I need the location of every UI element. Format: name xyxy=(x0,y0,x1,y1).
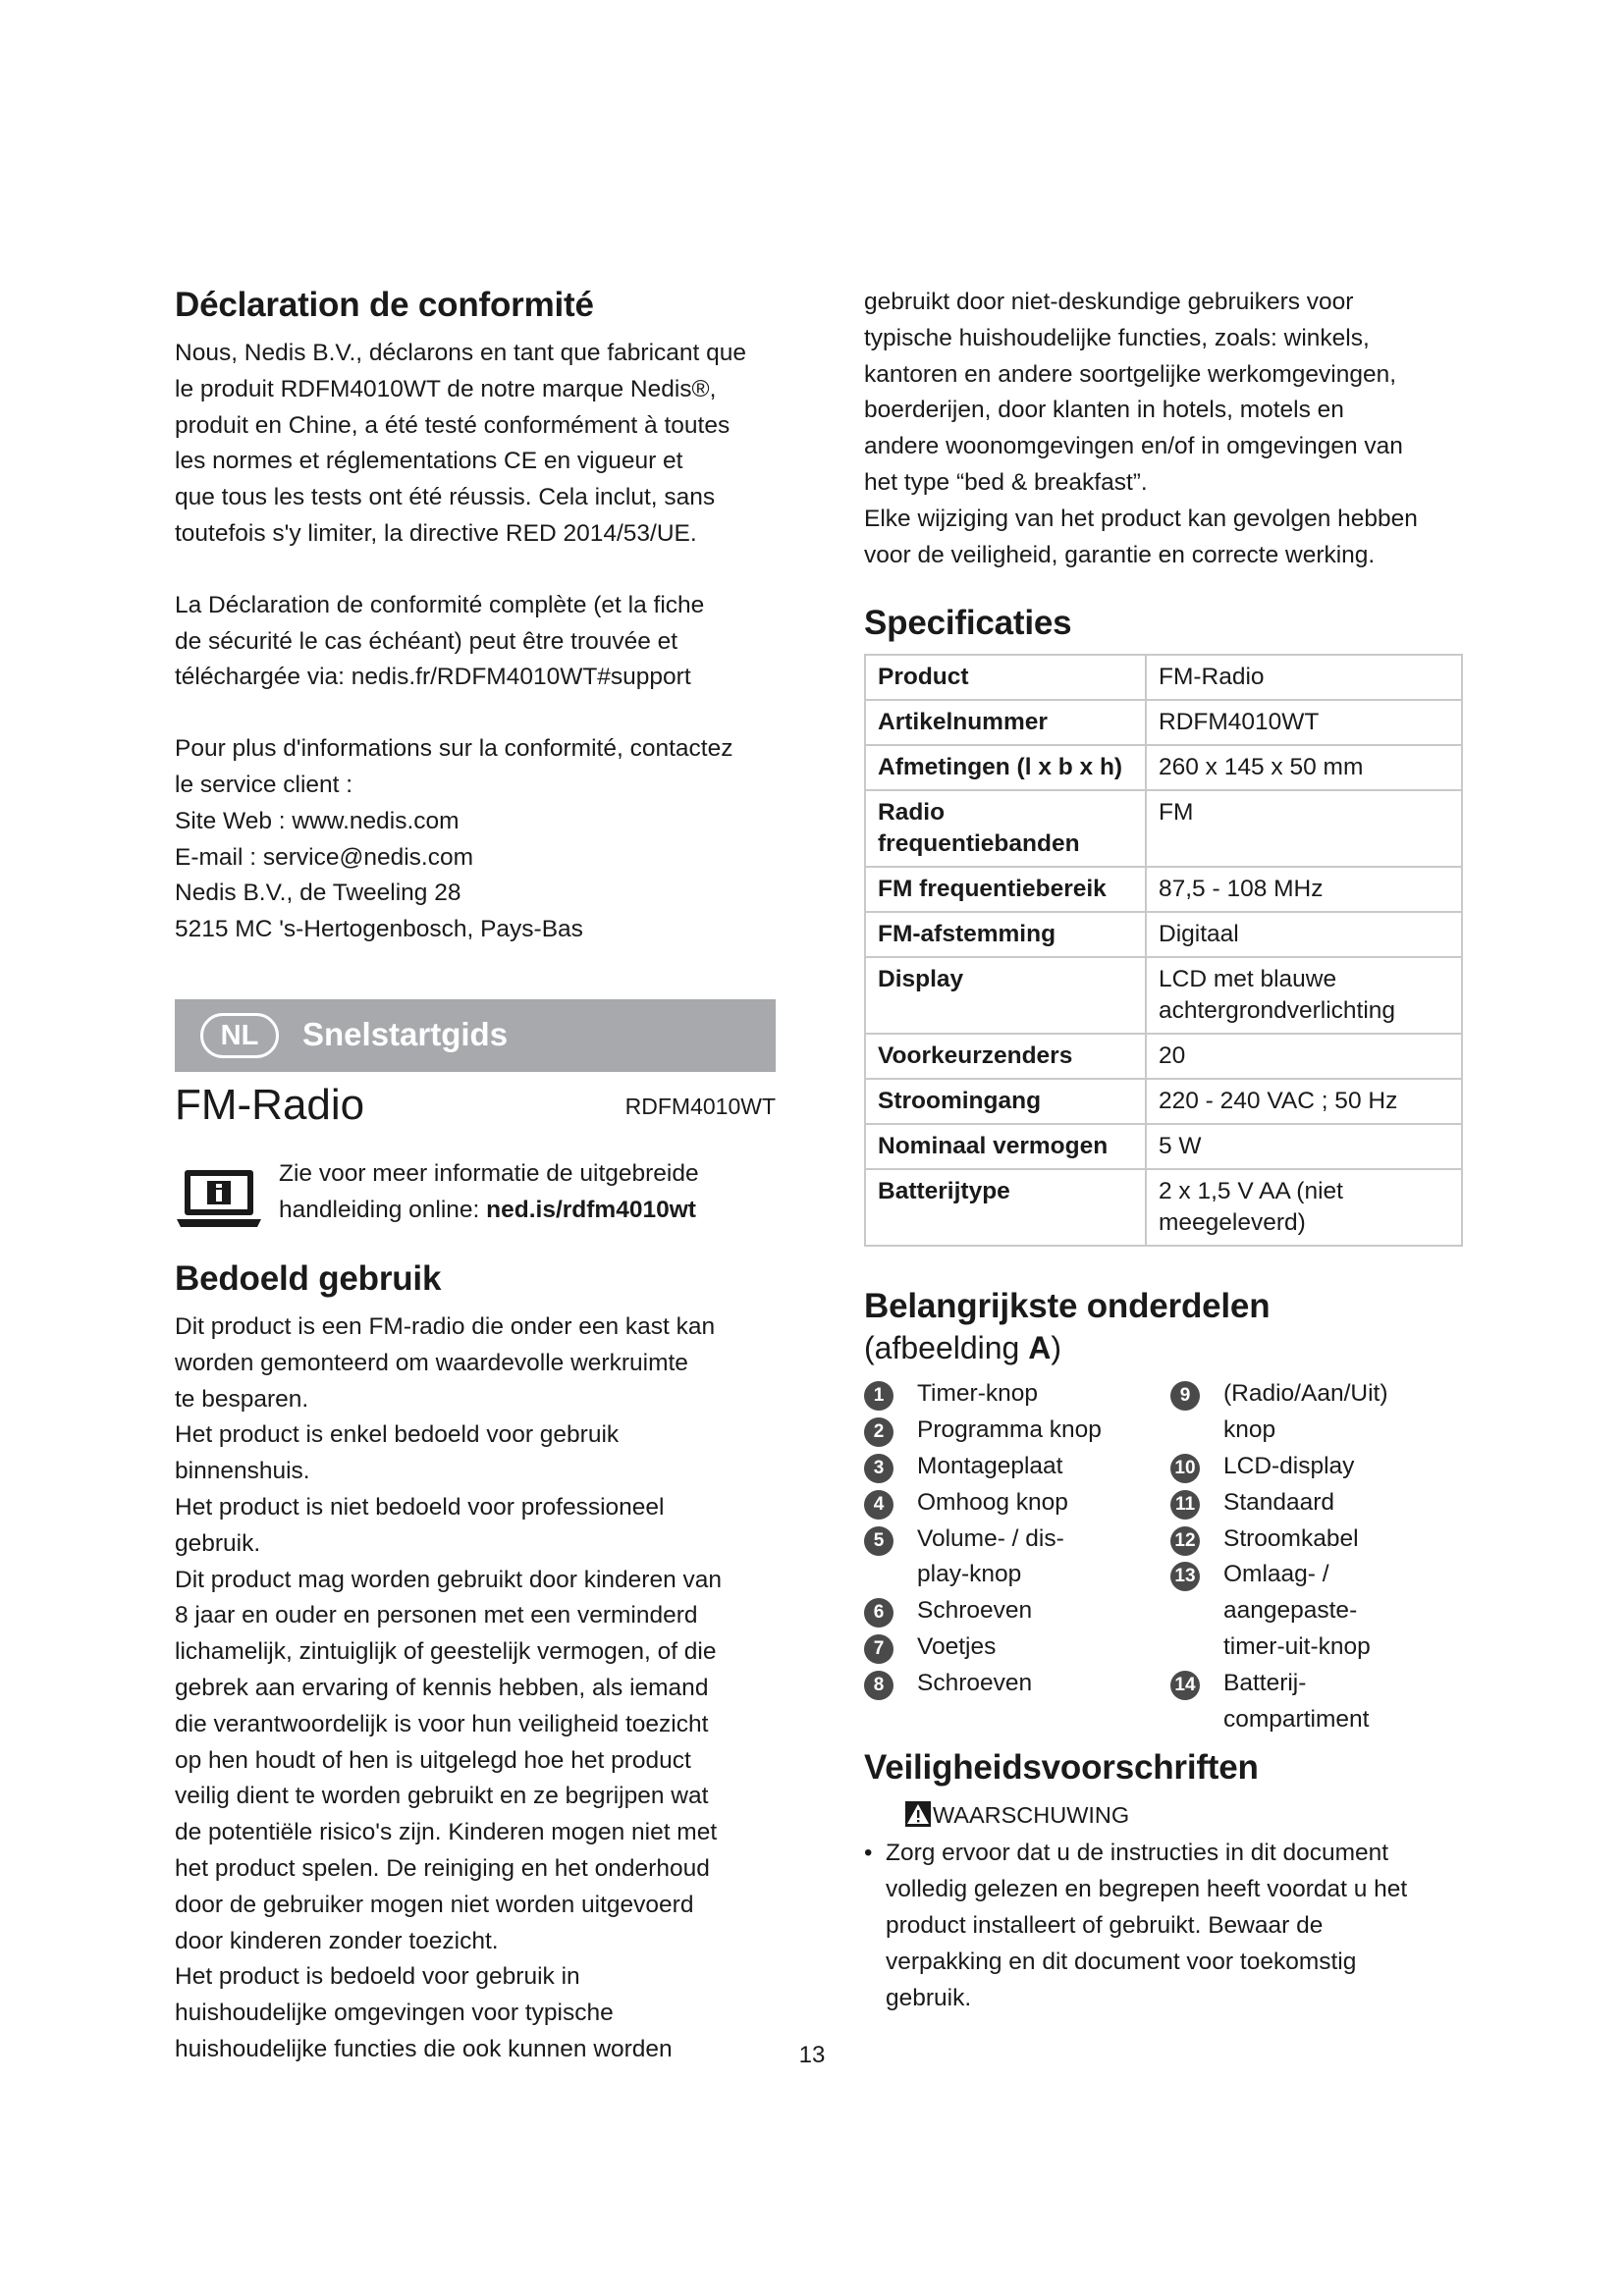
part-number-badge: 10 xyxy=(1170,1454,1200,1483)
parts-column-2 xyxy=(1170,1376,1465,1737)
safety-title: Veiligheidsvoorschriften xyxy=(864,1748,1259,1788)
list-item xyxy=(864,1522,1113,1594)
product-code: RDFM4010WT xyxy=(624,1093,776,1119)
spec-label: FM-afstemming xyxy=(878,921,1056,948)
text-line: te besparen. xyxy=(175,1385,309,1413)
part-label: Programma knop xyxy=(917,1416,1102,1444)
text-line: Het product is bedoeld voor gebruik in xyxy=(175,1963,580,1991)
list-item xyxy=(1170,1557,1400,1665)
text-line: le service client : xyxy=(175,771,353,798)
part-number-badge: 2 xyxy=(864,1417,893,1447)
text-line: 8 jaar en ouder en personen met een verminderd xyxy=(175,1602,698,1629)
text-line: kantoren en andere soortgelijke werkomgevingen, xyxy=(864,360,1397,388)
text-line: téléchargée via: nedis.fr/RDFM4010WT#support xyxy=(175,664,691,691)
text-line: gebruik. xyxy=(175,1529,261,1557)
spec-value: 260 x 145 x 50 mm xyxy=(1146,745,1462,790)
spec-label: Display xyxy=(878,966,964,993)
text-line: Nous, Nedis B.V., déclarons en tant que fabricant que xyxy=(175,340,747,366)
text-line: door de gebruiker mogen niet worden uitgevoerd xyxy=(175,1891,694,1918)
table-row xyxy=(865,957,1462,1034)
product-title: FM-Radio xyxy=(175,1080,365,1129)
text-line: E-mail : service@nedis.com xyxy=(175,843,473,871)
part-number-badge: 11 xyxy=(1170,1490,1200,1520)
text-line: Het product is niet bedoeld voor professioneel xyxy=(175,1493,665,1521)
declaration-title: Déclaration de conformité xyxy=(175,286,594,324)
part-number-badge: 13 xyxy=(1170,1562,1200,1591)
text-line: huishoudelijke functies die ook kunnen worden xyxy=(175,2035,673,2062)
text-line: verpakking en dit document voor toekomstig xyxy=(886,1948,1357,1975)
part-label: LCD-display xyxy=(1223,1452,1355,1479)
text-line: worden gemonteerd om waardevolle werkruimte xyxy=(175,1349,688,1376)
spec-label: Voorkeurzenders xyxy=(878,1042,1073,1070)
part-number-badge: 4 xyxy=(864,1490,893,1520)
text-line: andere woonomgevingen en/of in omgevingen van xyxy=(864,433,1403,460)
warning-label-row xyxy=(905,1798,1469,1832)
text-line: Elke wijziging van het product kan gevolgen hebben xyxy=(864,505,1418,532)
list-item xyxy=(864,1593,1159,1629)
text-line: door kinderen zonder toezicht. xyxy=(175,1927,499,1954)
spec-value: FM xyxy=(1146,790,1462,867)
parts-subtitle xyxy=(864,1329,1469,1366)
warning-icon xyxy=(905,1801,931,1827)
text-line: het product spelen. De reiniging en het onderhoud xyxy=(175,1854,710,1882)
spec-label: Batterijtype xyxy=(878,1178,1010,1205)
list-item xyxy=(864,1629,1159,1666)
table-row xyxy=(865,790,1462,867)
list-item xyxy=(864,1485,1159,1522)
text-line: volledig gelezen en begrepen heeft voordat u het xyxy=(886,1876,1408,1903)
info-line-prefix: handleiding online: xyxy=(279,1196,487,1223)
full-declaration-text xyxy=(175,588,776,696)
parts-column-1 xyxy=(864,1376,1159,1701)
text-line: lichamelijk, zintuiglijk of geestelijk vermogen, of die xyxy=(175,1638,717,1666)
part-label: Standaard xyxy=(1223,1488,1335,1516)
part-number-badge: 12 xyxy=(1170,1526,1200,1556)
declaration-text xyxy=(175,336,776,553)
text-line: de sécurité le cas échéant) peut être trouvée et xyxy=(175,627,678,655)
part-number-badge: 7 xyxy=(864,1634,893,1664)
text-line: Pour plus d'informations sur la conformité, contactez xyxy=(175,735,733,763)
table-row xyxy=(865,1034,1462,1079)
part-label: Voetjes xyxy=(917,1632,997,1660)
text-line: product installeert of gebruikt. Bewaar de xyxy=(886,1911,1324,1939)
text-line: huishoudelijke omgevingen voor typische xyxy=(175,2000,614,2027)
spec-value: 5 W xyxy=(1146,1124,1462,1169)
spec-value: Digitaal xyxy=(1146,912,1462,957)
list-item xyxy=(1170,1449,1465,1485)
spec-label: Nominaal vermogen xyxy=(878,1133,1109,1160)
text-line: voor de veiligheid, garantie en correcte werking. xyxy=(864,541,1376,568)
table-row xyxy=(865,700,1462,745)
spec-label: Product xyxy=(878,664,969,691)
spec-table xyxy=(864,654,1463,1247)
laptop-info-icon xyxy=(177,1168,261,1231)
list-item xyxy=(864,1666,1159,1702)
spec-label: Artikelnummer xyxy=(878,709,1048,736)
text-line: het type “bed & breakfast”. xyxy=(864,468,1148,496)
text-line: gebruik. xyxy=(886,1984,972,2011)
spec-value: 2 x 1,5 V AA (niet meegeleverd) xyxy=(1146,1169,1462,1246)
part-number-badge: 3 xyxy=(864,1454,893,1483)
text-line: • Zorg ervoor dat u de instructies in dit document xyxy=(886,1840,1389,1867)
intended-use-text xyxy=(175,1309,776,2068)
text-line: de potentiële risico's zijn. Kinderen mogen niet met xyxy=(175,1819,718,1846)
text-line: op hen houdt of hen is uitgelegd hoe het product xyxy=(175,1746,691,1774)
quickstart-banner xyxy=(175,999,776,1072)
text-line: produit en Chine, a été testé conformément à toutes xyxy=(175,411,731,439)
table-row xyxy=(865,1079,1462,1124)
list-item xyxy=(1170,1485,1465,1522)
text-line: typische huishoudelijke functies, zoals: winkels, xyxy=(864,324,1370,351)
spec-label: FM frequentiebereik xyxy=(878,876,1107,903)
part-label: Stroomkabel xyxy=(1223,1524,1359,1552)
text-line: que tous les tests ont été réussis. Cela inclut, sans xyxy=(175,484,716,511)
spec-value: 20 xyxy=(1146,1034,1462,1079)
page-number: 13 xyxy=(798,2042,826,2068)
quickstart-title: Snelstartgids xyxy=(302,1015,509,1052)
text-line: die verantwoordelijk is voor hun veiligheid toezicht xyxy=(175,1710,709,1737)
part-number-badge: 9 xyxy=(1170,1381,1200,1411)
part-label: Omlaag- / aangepaste-timer-uit-knop xyxy=(1223,1561,1371,1660)
table-row xyxy=(865,655,1462,700)
part-number-badge: 5 xyxy=(864,1526,893,1556)
info-line: Zie voor meer informatie de uitgebreide xyxy=(279,1159,699,1187)
text-line: Site Web : www.nedis.com xyxy=(175,807,460,834)
text-line: le produit RDFM4010WT de notre marque Nedis®, xyxy=(175,375,717,402)
part-number-badge: 14 xyxy=(1170,1671,1200,1700)
text-line: veilig dient te worden gebruikt en ze begrijpen wat xyxy=(175,1783,709,1810)
part-label: Omhoog knop xyxy=(917,1488,1068,1516)
spec-value: RDFM4010WT xyxy=(1146,700,1462,745)
part-number-badge: 1 xyxy=(864,1381,893,1411)
list-item xyxy=(864,1413,1159,1449)
table-row xyxy=(865,1169,1462,1246)
spec-value: 220 - 240 VAC ; 50 Hz xyxy=(1146,1079,1462,1124)
text-line: La Déclaration de conformité complète (et la fiche xyxy=(175,591,705,618)
language-badge: NL xyxy=(200,1013,279,1058)
text-line: Dit product mag worden gebruikt door kinderen van xyxy=(175,1566,723,1593)
parts-title: Belangrijkste onderdelen xyxy=(864,1287,1271,1326)
part-label: Batterij-compartiment xyxy=(1223,1669,1370,1733)
text-line: 5215 MC 's-Hertogenbosch, Pays-Bas xyxy=(175,916,583,943)
text-line: Nedis B.V., de Tweeling 28 xyxy=(175,880,461,907)
spec-label: Afmetingen (l x b x h) xyxy=(878,754,1123,781)
list-item xyxy=(864,1376,1159,1413)
product-header xyxy=(175,1078,776,1139)
table-row xyxy=(865,867,1462,912)
safety-bullet xyxy=(864,1836,1469,2016)
spec-value: FM-Radio xyxy=(1146,655,1462,700)
list-item xyxy=(1170,1522,1465,1558)
text-line: Het product is enkel bedoeld voor gebruik xyxy=(175,1421,620,1449)
table-row xyxy=(865,745,1462,790)
table-row xyxy=(865,1124,1462,1169)
list-item xyxy=(1170,1666,1371,1738)
part-number-badge: 6 xyxy=(864,1598,893,1628)
spec-value: LCD met blauwe achtergrondverlichting xyxy=(1146,957,1462,1034)
part-label: Schroeven xyxy=(917,1669,1033,1696)
list-item xyxy=(864,1449,1159,1485)
text-line: les normes et réglementations CE en vigueur et xyxy=(175,448,683,475)
spec-label: Radio frequentiebanden xyxy=(878,799,1080,858)
text-line: toutefois s'y limiter, la directive RED 2014/53/UE. xyxy=(175,519,697,547)
contact-text xyxy=(175,731,776,948)
part-label: Timer-knop xyxy=(917,1380,1038,1408)
online-manual-note xyxy=(175,1156,776,1245)
right-column xyxy=(864,285,1469,2016)
part-label: Schroeven xyxy=(917,1597,1033,1625)
part-label: (Radio/Aan/Uit) knop xyxy=(1223,1380,1388,1444)
text-line: binnenshuis. xyxy=(175,1458,310,1485)
text-line: Dit product is een FM-radio die onder een kast kan xyxy=(175,1312,716,1340)
parts-subtitle-suffix: ) xyxy=(1051,1330,1061,1366)
manual-link[interactable]: ned.is/rdfm4010wt xyxy=(486,1196,696,1223)
text-line: gebrek aan ervaring of kennis hebben, als iemand xyxy=(175,1674,709,1701)
part-label: Montageplaat xyxy=(917,1452,1063,1479)
spec-title: Specificaties xyxy=(864,604,1072,643)
spec-label: Stroomingang xyxy=(878,1088,1042,1115)
figure-letter: A xyxy=(1028,1330,1052,1366)
parts-subtitle-prefix: (afbeelding xyxy=(864,1330,1029,1366)
part-label: Volume- / dis-play-knop xyxy=(917,1524,1064,1588)
spec-value: 87,5 - 108 MHz xyxy=(1146,867,1462,912)
table-row xyxy=(865,912,1462,957)
part-number-badge: 8 xyxy=(864,1671,893,1700)
list-item xyxy=(1170,1376,1420,1449)
intended-use-title: Bedoeld gebruik xyxy=(175,1258,442,1298)
warning-label: WAARSCHUWING xyxy=(933,1802,1130,1829)
left-column xyxy=(175,285,776,2068)
parts-list xyxy=(864,1376,1469,1733)
text-line: gebruikt door niet-deskundige gebruikers voor xyxy=(864,289,1354,315)
text-line: boerderijen, door klanten in hotels, motels en xyxy=(864,397,1344,424)
continued-text xyxy=(864,285,1469,573)
